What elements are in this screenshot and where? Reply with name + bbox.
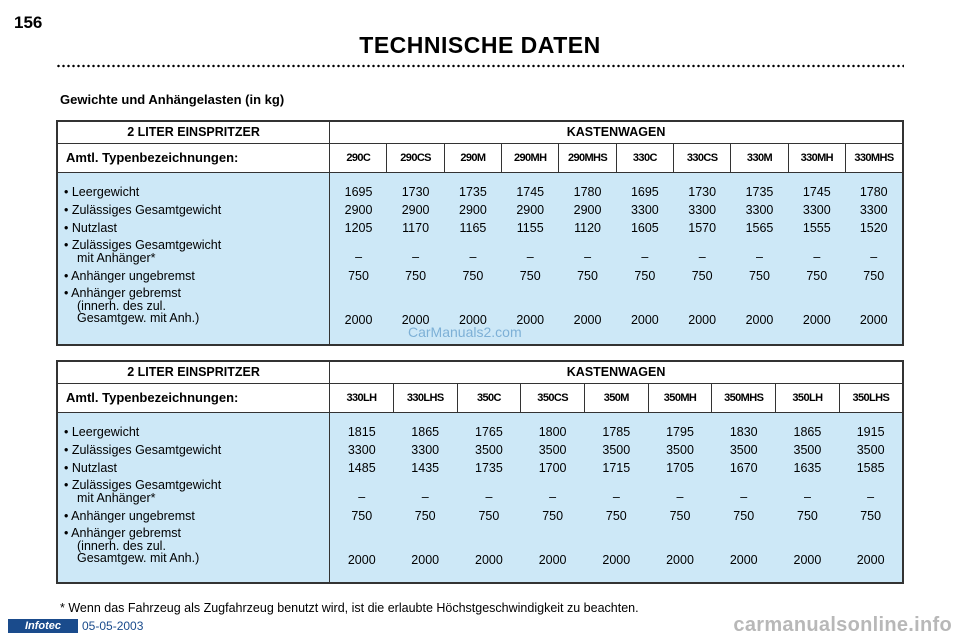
value-nutzlast: 1155 — [516, 220, 544, 235]
value-gesamtgewicht: 3300 — [630, 202, 659, 217]
value-nutzlast: 1570 — [688, 220, 717, 235]
value-ungebremst: 750 — [414, 508, 436, 523]
value-leergewicht: 1745 — [802, 184, 831, 199]
watermark: CarManuals2.com — [408, 324, 522, 340]
value-gebremst: 2000 — [859, 312, 888, 327]
value-ungebremst: 750 — [405, 268, 427, 283]
value-gesamtgewicht: 2900 — [573, 202, 602, 217]
row-labels — [57, 172, 330, 345]
model-values — [674, 172, 731, 345]
value-nutzlast: 1485 — [347, 460, 376, 475]
value-mit-anhaenger: – — [526, 249, 534, 264]
value-ungebremst: 750 — [605, 508, 627, 523]
row-labels — [57, 412, 330, 583]
model-values — [457, 412, 521, 583]
value-ungebremst: 750 — [519, 268, 541, 283]
value-gebremst: 2000 — [793, 552, 822, 567]
footer-date: 05-05-2003 — [82, 619, 144, 633]
value-gesamtgewicht: 2900 — [344, 202, 373, 217]
value-nutzlast: 1555 — [802, 220, 831, 235]
model-values — [712, 412, 776, 583]
value-gesamtgewicht: 3300 — [411, 442, 440, 457]
value-leergewicht: 1695 — [344, 184, 373, 199]
label-nutzlast: • Nutzlast — [64, 220, 118, 235]
value-nutzlast: 1735 — [475, 460, 503, 475]
value-leergewicht: 1730 — [401, 184, 430, 199]
value-ungebremst: 750 — [462, 268, 484, 283]
value-mit-anhaenger: – — [612, 489, 620, 504]
label-gebremst — [64, 525, 329, 564]
value-nutzlast: 1700 — [538, 460, 567, 475]
value-leergewicht: 1795 — [666, 424, 694, 439]
label-mit-anhaenger — [64, 477, 329, 507]
page-title: TECHNISCHE DATEN — [359, 32, 601, 58]
value-gesamtgewicht: 3500 — [666, 442, 694, 457]
value-nutzlast: 1705 — [666, 460, 694, 475]
model-values — [731, 172, 788, 345]
value-mit-anhaenger: – — [756, 249, 763, 264]
value-ungebremst: 750 — [542, 508, 564, 523]
value-ungebremst: 750 — [860, 508, 882, 523]
label-ungebremst: • Anhänger ungebremst — [64, 268, 195, 283]
value-mit-anhaenger: – — [867, 489, 875, 504]
model-values — [776, 412, 840, 583]
value-mit-anhaenger: – — [813, 249, 821, 264]
value-mit-anhaenger: – — [870, 249, 878, 264]
weights-table-2 — [56, 360, 904, 584]
value-leergewicht: 1830 — [729, 424, 758, 439]
type-designation-header: Amtl. Typenbezeichnungen: — [57, 143, 330, 172]
model-values — [845, 172, 903, 345]
value-mit-anhaenger: – — [584, 249, 592, 264]
value-leergewicht: 1915 — [856, 424, 885, 439]
value-nutzlast: 1165 — [459, 220, 487, 235]
value-mit-anhaenger: – — [469, 249, 477, 264]
value-mit-anhaenger: – — [740, 489, 748, 504]
model-values — [330, 172, 387, 345]
model-values — [521, 412, 585, 583]
label-gebremst — [64, 285, 329, 324]
value-nutzlast: 1565 — [745, 220, 774, 235]
model-header: 290MHS — [559, 143, 616, 172]
value-leergewicht: 1780 — [859, 184, 888, 199]
value-nutzlast: 1670 — [729, 460, 758, 475]
value-mit-anhaenger: – — [803, 489, 811, 504]
value-mit-anhaenger: – — [641, 249, 649, 264]
value-gebremst: 2000 — [538, 552, 567, 567]
value-leergewicht: 1745 — [516, 184, 545, 199]
value-ungebremst: 750 — [348, 268, 369, 283]
model-header: 330CS — [674, 143, 731, 172]
model-header: 350C — [457, 383, 521, 412]
label-mit-anhaenger — [64, 237, 329, 267]
model-header: 290C — [330, 143, 387, 172]
value-leergewicht: 1695 — [630, 184, 659, 199]
label-ungebremst: • Anhänger ungebremst — [64, 508, 195, 523]
value-mit-anhaenger: – — [676, 489, 684, 504]
label-gebremst-line1: • Anhänger gebremst — [64, 525, 181, 540]
model-values — [444, 172, 501, 345]
value-gebremst: 2000 — [573, 312, 602, 327]
value-mit-anhaenger: – — [358, 489, 366, 504]
value-leergewicht: 1865 — [411, 424, 440, 439]
label-mit-anhaenger-line2: mit Anhänger* — [77, 250, 156, 265]
value-nutzlast: 1205 — [344, 220, 373, 235]
label-mit-anhaenger-line2: mit Anhänger* — [77, 490, 156, 505]
value-ungebremst: 750 — [797, 508, 818, 523]
label-gebremst-line1: • Anhänger gebremst — [64, 285, 181, 300]
model-values — [616, 172, 673, 345]
model-header: 290M — [444, 143, 501, 172]
value-gesamtgewicht: 3300 — [859, 202, 888, 217]
value-mit-anhaenger: – — [485, 489, 493, 504]
section-title: Gewichte und Anhängelasten (in kg) — [60, 92, 285, 107]
body-type-header: KASTENWAGEN — [330, 361, 903, 383]
value-nutzlast: 1635 — [793, 460, 822, 475]
value-gebremst: 2000 — [411, 552, 440, 567]
value-gesamtgewicht: 3500 — [602, 442, 631, 457]
label-mit-anhaenger-line1: • Zulässiges Gesamtgewicht — [64, 237, 222, 252]
value-ungebremst: 750 — [669, 508, 691, 523]
weights-table-1 — [56, 120, 904, 346]
value-gebremst: 2000 — [401, 312, 430, 327]
value-gebremst: 2000 — [459, 312, 487, 327]
value-mit-anhaenger: – — [421, 489, 429, 504]
model-header: 350CS — [521, 383, 585, 412]
label-gebremst-line2: (innerh. des zul. — [77, 538, 166, 553]
value-gebremst: 2000 — [666, 552, 694, 567]
value-nutzlast: 1170 — [402, 220, 430, 235]
value-nutzlast: 1435 — [411, 460, 440, 475]
value-ungebremst: 750 — [806, 268, 828, 283]
label-gesamtgewicht: • Zulässiges Gesamtgewicht — [64, 442, 222, 457]
model-values — [559, 172, 616, 345]
value-gebremst: 2000 — [630, 312, 659, 327]
value-ungebremst: 750 — [577, 268, 598, 283]
value-leergewicht: 1865 — [793, 424, 822, 439]
infotec-logo: Infotec — [8, 619, 78, 633]
value-mit-anhaenger: – — [355, 249, 363, 264]
value-ungebremst: 750 — [733, 508, 755, 523]
value-gesamtgewicht: 3300 — [802, 202, 831, 217]
label-nutzlast: • Nutzlast — [64, 460, 118, 475]
value-mit-anhaenger: – — [549, 489, 557, 504]
value-gesamtgewicht: 3300 — [688, 202, 717, 217]
model-values — [648, 412, 712, 583]
value-leergewicht: 1800 — [538, 424, 567, 439]
model-values — [330, 412, 394, 583]
value-ungebremst: 750 — [691, 268, 713, 283]
value-gebremst: 2000 — [802, 312, 831, 327]
model-values — [502, 172, 559, 345]
value-leergewicht: 1785 — [602, 424, 631, 439]
value-ungebremst: 750 — [478, 508, 500, 523]
value-gebremst: 2000 — [745, 312, 774, 327]
model-header: 330MHS — [845, 143, 903, 172]
type-designation-header: Amtl. Typenbezeichnungen: — [57, 383, 330, 412]
value-ungebremst: 750 — [863, 268, 885, 283]
model-header: 350LH — [776, 383, 840, 412]
value-ungebremst: 750 — [351, 508, 373, 523]
model-values — [393, 412, 457, 583]
model-header: 330C — [616, 143, 673, 172]
model-header: 350MHS — [712, 383, 776, 412]
value-nutzlast: 1520 — [859, 220, 888, 235]
model-header: 350LHS — [839, 383, 903, 412]
footer-site: carmanualsonline.info — [733, 614, 952, 636]
value-gesamtgewicht: 3500 — [538, 442, 567, 457]
value-gebremst: 2000 — [344, 312, 373, 327]
model-header: 290CS — [387, 143, 444, 172]
label-mit-anhaenger-line1: • Zulässiges Gesamtgewicht — [64, 477, 222, 492]
value-gebremst: 2000 — [729, 552, 758, 567]
value-nutzlast: 1715 — [602, 460, 631, 475]
label-leergewicht: • Leergewicht — [64, 424, 140, 439]
value-gebremst: 2000 — [475, 552, 503, 567]
value-gesamtgewicht: 3300 — [347, 442, 376, 457]
dotted-divider — [56, 64, 904, 68]
label-gebremst-line3: Gesamtgew. mit Anh.) — [77, 310, 200, 325]
label-gebremst-line2: (innerh. des zul. — [77, 298, 166, 313]
value-leergewicht: 1765 — [475, 424, 503, 439]
label-gesamtgewicht: • Zulässiges Gesamtgewicht — [64, 202, 222, 217]
value-nutzlast: 1120 — [574, 220, 601, 235]
value-nutzlast: 1585 — [856, 460, 885, 475]
page-number: 156 — [14, 13, 43, 32]
model-values — [839, 412, 903, 583]
body-type-header: KASTENWAGEN — [330, 121, 903, 143]
engine-header: 2 LITER EINSPRITZER — [57, 121, 330, 143]
value-gebremst: 2000 — [516, 312, 545, 327]
value-leergewicht: 1735 — [459, 184, 487, 199]
model-header: 290MH — [502, 143, 559, 172]
label-gebremst-line3: Gesamtgew. mit Anh.) — [77, 550, 200, 565]
value-gesamtgewicht: 2900 — [401, 202, 430, 217]
value-ungebremst: 750 — [749, 268, 770, 283]
value-leergewicht: 1730 — [688, 184, 717, 199]
model-values — [387, 172, 444, 345]
value-gesamtgewicht: 3500 — [729, 442, 758, 457]
label-leergewicht: • Leergewicht — [64, 184, 140, 199]
model-header: 330MH — [788, 143, 845, 172]
value-mit-anhaenger: – — [412, 249, 420, 264]
value-gebremst: 2000 — [856, 552, 885, 567]
value-leergewicht: 1780 — [573, 184, 602, 199]
value-leergewicht: 1815 — [347, 424, 376, 439]
model-values — [788, 172, 845, 345]
value-gesamtgewicht: 3500 — [793, 442, 822, 457]
engine-header: 2 LITER EINSPRITZER — [57, 361, 330, 383]
value-gebremst: 2000 — [602, 552, 631, 567]
model-header: 350MH — [648, 383, 712, 412]
model-header: 330LHS — [393, 383, 457, 412]
value-gesamtgewicht: 3500 — [475, 442, 503, 457]
model-header: 330M — [731, 143, 788, 172]
value-gebremst: 2000 — [347, 552, 376, 567]
value-mit-anhaenger: – — [698, 249, 706, 264]
model-header: 330LH — [330, 383, 394, 412]
model-values — [584, 412, 648, 583]
value-gebremst: 2000 — [688, 312, 717, 327]
footnote: * Wenn das Fahrzeug als Zugfahrzeug benutzt wird, ist die erlaubte Höchstgeschwindigkeit zu beachten. — [60, 601, 639, 615]
value-nutzlast: 1605 — [630, 220, 659, 235]
model-header: 350M — [584, 383, 648, 412]
value-gesamtgewicht: 2900 — [459, 202, 487, 217]
value-gesamtgewicht: 3500 — [856, 442, 885, 457]
value-leergewicht: 1735 — [745, 184, 774, 199]
value-ungebremst: 750 — [634, 268, 656, 283]
value-gesamtgewicht: 2900 — [516, 202, 545, 217]
value-gesamtgewicht: 3300 — [745, 202, 774, 217]
